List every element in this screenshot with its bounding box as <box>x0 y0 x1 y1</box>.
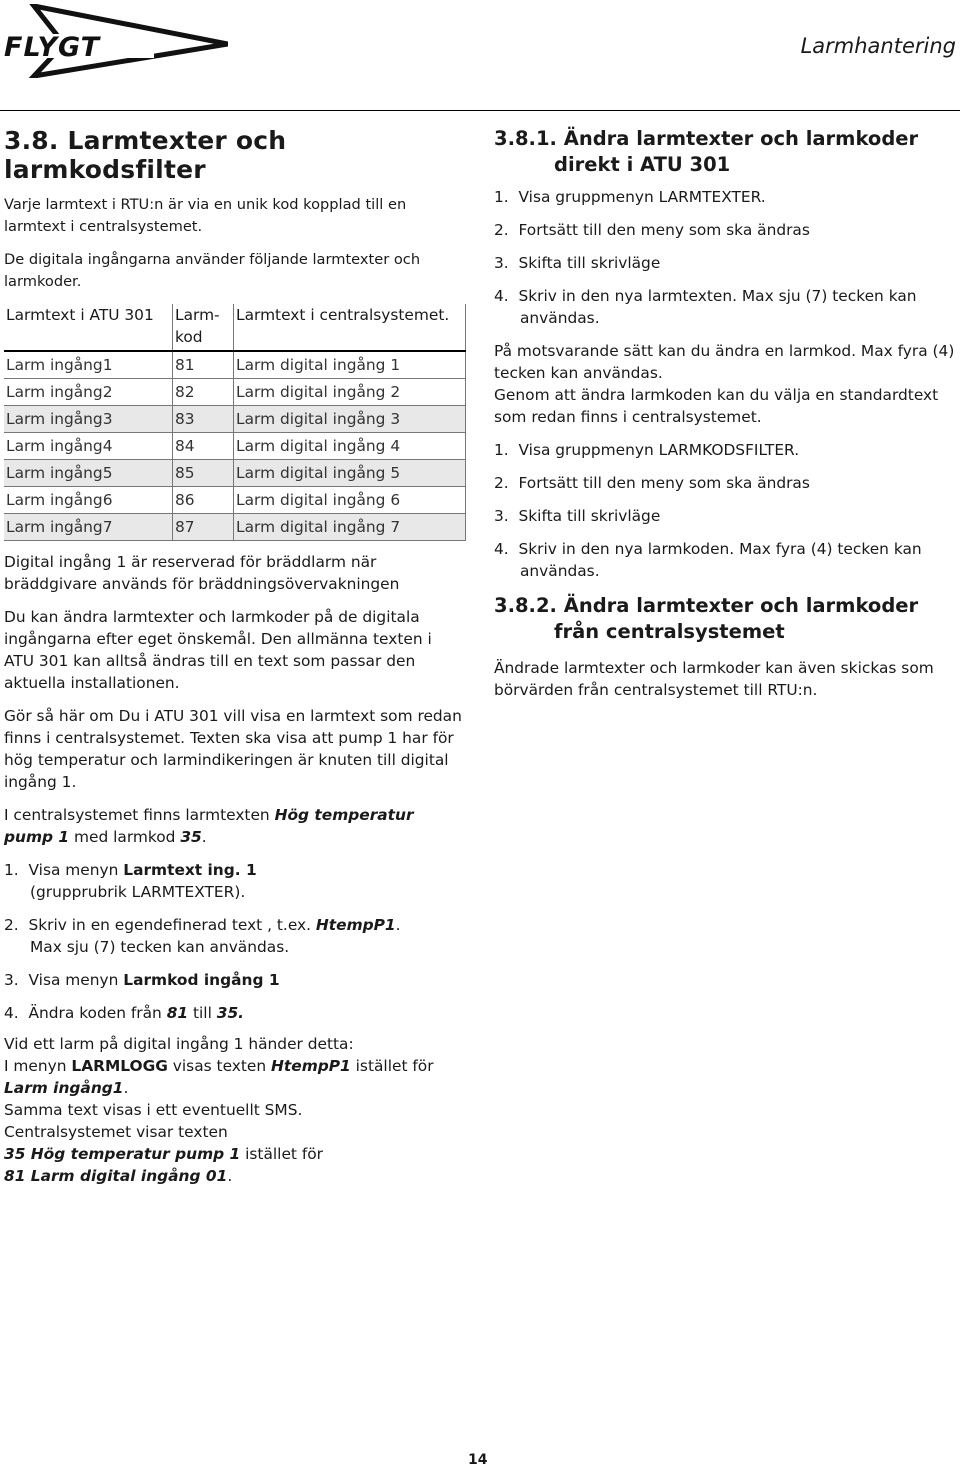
cell-central-text: Larm digital ingång 2 <box>234 379 466 406</box>
list-item: 2. Fortsätt till den meny som ska ändras <box>494 474 810 492</box>
section-heading: 3.8. Larmtexter och larmkodsfilter <box>4 126 287 184</box>
header-divider <box>0 110 960 111</box>
list-item: 4. Skriv in den nya larmkoden. Max fyra (4) tecken kan användas. <box>494 540 922 580</box>
reserved-note: Digital ingång 1 är reserverad för bräddlarm när bräddgivare används för bräddningsövervakningen <box>4 553 400 593</box>
list-item: 3. Visa menyn Larmkod ingång 1 <box>4 971 280 989</box>
cell-code: 84 <box>173 433 234 460</box>
table-row <box>4 379 466 406</box>
cell-atu-text: Larm ingång3 <box>4 406 173 433</box>
table-row <box>4 487 466 514</box>
cell-atu-text: Larm ingång5 <box>4 460 173 487</box>
list-item: 2. Fortsätt till den meny som ska ändras <box>494 221 810 239</box>
cell-atu-text: Larm ingång7 <box>4 514 173 541</box>
flygt-logo <box>4 4 228 78</box>
paragraph-central-system: Ändrade larmtexter och larmkoder kan även skickas som börvärden från centralsystemet till RTU:n. <box>494 659 934 699</box>
cell-code: 83 <box>173 406 234 433</box>
alarm-code-table <box>4 304 466 541</box>
list-item: 4. Skriv in den nya larmtexten. Max sju (7) tecken kan användas. <box>494 287 917 327</box>
table-row <box>4 433 466 460</box>
paragraph-central-text: I centralsystemet finns larmtexten Hög temperatur pump 1 med larmkod 35. <box>4 806 414 846</box>
subsection-heading-382: 3.8.2. Ändra larmtexter och larmkoder från centralsystemet <box>494 594 919 643</box>
steps-alarm-code <box>494 439 956 582</box>
paragraph-standard-text: Genom att ändra larmkoden kan du välja en standardtext som redan finns i centralsystemet. <box>494 386 939 426</box>
list-item: 3. Skifta till skrivläge <box>494 254 661 272</box>
list-item: 3. Skifta till skrivläge <box>494 507 661 525</box>
cell-code: 86 <box>173 487 234 514</box>
procedure-steps <box>4 859 466 1024</box>
cell-central-text: Larm digital ingång 5 <box>234 460 466 487</box>
list-item: 1. Visa gruppmenyn LARMKODSFILTER. <box>494 441 800 459</box>
list-item: 4. Ändra koden från 81 till 35. <box>4 1004 245 1022</box>
logo-text: FLYGT <box>4 32 101 63</box>
header-atu-text: Larmtext i ATU 301 <box>4 304 173 351</box>
list-item: 1. Visa gruppmenyn LARMTEXTER. <box>494 188 766 206</box>
list-item: 2. Skriv in en egendefinerad text , t.ex. HtempP1. Max sju (7) tecken kan användas. <box>4 916 401 956</box>
cell-central-text: Larm digital ingång 3 <box>234 406 466 433</box>
result-description: Vid ett larm på digital ingång 1 händer detta: I menyn LARMLOGG visas texten HtempP1 istället för Larm ingång1. Samma text visas i ett eventuellt SMS. Centralsystemet visar texten 35 Hög temperatur pump 1 istället för 81 Larm digital ingång 01. <box>4 1035 434 1185</box>
cell-atu-text: Larm ingång6 <box>4 487 173 514</box>
right-column <box>494 126 956 712</box>
paragraph-example: Gör så här om Du i ATU 301 vill visa en larmtext som redan finns i centralsystemet. Texten ska visa att pump 1 har för hög temperatur och larmindikeringen är knuten till digital ingång 1. <box>4 707 462 791</box>
section-title: Larmhantering <box>800 34 956 58</box>
table-header-row <box>4 304 466 351</box>
cell-atu-text: Larm ingång1 <box>4 351 173 379</box>
cell-central-text: Larm digital ingång 4 <box>234 433 466 460</box>
header-central-text: Larmtext i centralsystemet. <box>234 304 466 351</box>
cell-central-text: Larm digital ingång 6 <box>234 487 466 514</box>
subsection-heading-381: 3.8.1. Ändra larmtexter och larmkoder direkt i ATU 301 <box>494 127 919 176</box>
cell-code: 85 <box>173 460 234 487</box>
cell-code: 81 <box>173 351 234 379</box>
cell-code: 87 <box>173 514 234 541</box>
cell-code: 82 <box>173 379 234 406</box>
table-row <box>4 351 466 379</box>
left-column <box>4 126 466 1198</box>
paragraph-change-texts: Du kan ändra larmtexter och larmkoder på de digitala ingångarna efter eget önskemål. Den allmänna texten i ATU 301 kan alltså ändras till en text som passar den aktuella installationen. <box>4 608 432 692</box>
intro-paragraph-1: Varje larmtext i RTU:n är via en unik kod kopplad till en larmtext i centralsystemet. <box>4 196 407 235</box>
intro-paragraph-2: De digitala ingångarna använder följande larmtexter och larmkoder. <box>4 251 421 290</box>
cell-central-text: Larm digital ingång 1 <box>234 351 466 379</box>
header-alarm-code: Larm- kod <box>173 304 234 351</box>
cell-atu-text: Larm ingång4 <box>4 433 173 460</box>
list-item: 1. Visa menyn Larmtext ing. 1 (grupprubrik LARMTEXTER). <box>4 861 257 901</box>
cell-atu-text: Larm ingång2 <box>4 379 173 406</box>
table-row <box>4 406 466 433</box>
table-row <box>4 514 466 541</box>
steps-alarm-text <box>494 186 956 329</box>
cell-central-text: Larm digital ingång 7 <box>234 514 466 541</box>
table-row <box>4 460 466 487</box>
paragraph-alarm-code: På motsvarande sätt kan du ändra en larmkod. Max fyra (4) tecken kan användas. <box>494 342 955 382</box>
page-number: 14 <box>468 1452 488 1468</box>
